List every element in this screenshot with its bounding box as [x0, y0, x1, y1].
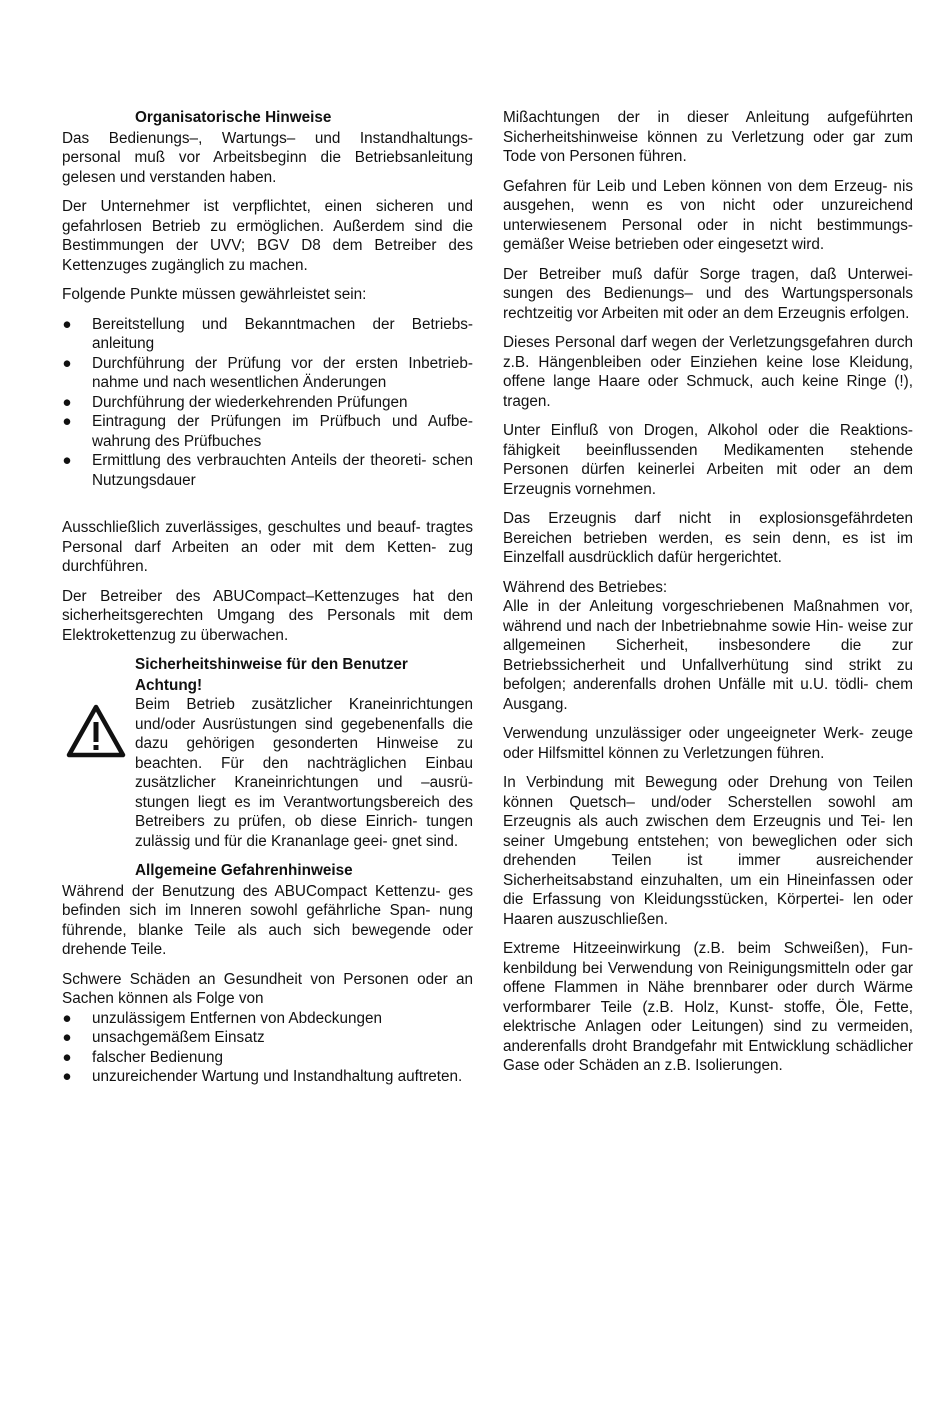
- paragraph: Der Betreiber muß dafür Sorge tragen, daß Unterwei- sungen des Bedienungs– und des Wartungspersonals rechtzeitig vor Arbeiten mit oder an dem Erzeugnis erfolgen.: [503, 265, 913, 322]
- list-item: ● Ermittlung des verbrauchten Anteils der theoreti- schen Nutzungsdauer: [62, 452, 473, 489]
- bullet-dot-icon: ●: [62, 452, 72, 469]
- paragraph: Während der Benutzung des ABUCompact Kettenzu- ges befinden sich im Inneren sowohl gefährliche Span- nung führende, blanke Teile als auch sich bewegende oder drehende Teile.: [62, 882, 473, 958]
- bullet-dot-icon: ●: [62, 1048, 72, 1066]
- paragraph: Das Bedienungs–, Wartungs– und Instandhaltungs- personal muß vor Arbeitsbeginn die Betriebsanleitung gelesen und verstanden haben.: [62, 129, 473, 186]
- list-item: ● Eintragung der Prüfungen im Prüfbuch und Aufbe- wahrung des Prüfbuches: [62, 413, 473, 450]
- left-column: [62, 108, 473, 1097]
- paragraph: Verwendung unzulässiger oder ungeeigneter Werk- zeuge oder Hilfsmittel können zu Verletzungen führen.: [503, 725, 913, 762]
- paragraph: Extreme Hitzeeinwirkung (z.B. beim Schweißen), Fun- kenbildung bei Verwendung von Reinigungsmitteln oder gar offene Flammen in Nähe brennbarer oder durch Wärme verformbarer Teile (z.B. Holz, Kunst- stoffe, Öle, Fette, elektrische Anlagen oder Leitungen) sind zu vermeiden, anderenfalls droht Brandgefahr mit Entwicklung schädlicher Gase oder Schäden an z.B. Isolierungen.: [503, 940, 913, 1074]
- list-item: ● unzureichender Wartung und Instandhaltung auftreten.: [62, 1068, 463, 1085]
- warning-text: Beim Betrieb zusätzlicher Kraneinrichtungen und/oder Ausrüstungen sind gegebenenfalls die dazu gehörigen gesonderten Hinweise zu beachten. Für den nachträglichen Einbau zusätzlicher Kraneinrichtungen und –ausrü- stungen liegt es im Verantwortungsbereich des Betreibers zu prüfen, ob diese Einrich- tungen zulässig und für die Krananlage geei- gnet sind.: [135, 696, 473, 850]
- heading-safety-instructions: Sicherheitshinweise für den Benutzer: [135, 656, 408, 673]
- paragraph: Dieses Personal darf wegen der Verletzungsgefahren durch z.B. Hängenbleiben oder Einziehen keine lose Kleidung, offene lange Haare oder Schmuck, auch keine Ringe (!), tragen.: [503, 334, 913, 410]
- right-column: [503, 108, 913, 1086]
- paragraph: Schwere Schäden an Gesundheit von Personen oder an Sachen können als Folge von: [62, 970, 473, 1007]
- bullet-dot-icon: ●: [62, 413, 72, 430]
- paragraph: In Verbindung mit Bewegung oder Drehung von Teilen können Quetsch– und/oder Scherstellen sowohl am Erzeugnis als auch zwischen dem Erzeugnis und Tei- len seiner Umgebung entstehen; von beweglichen oder sich drehenden Teilen ist immer ausreichender Sicherheitsabstand einzuhalten, um ein Hineinfassen oder die Erfassung von Kleidungsstücken, Körpertei- len oder Haaren auszuschließen.: [503, 774, 913, 928]
- paragraph: Folgende Punkte müssen gewährleistet sein:: [62, 286, 367, 303]
- bullet-dot-icon: ●: [62, 354, 72, 372]
- paragraph: Unter Einfluß von Drogen, Alkohol oder die Reaktions- fähigkeit beeinflussenden Medikamenten stehende Personen dürfen keinerlei Arbeiten mit oder an dem Erzeugnis vornehmen.: [503, 422, 913, 498]
- warning-title: Achtung!: [135, 676, 203, 694]
- requirements-list: [62, 315, 473, 491]
- warning-block: [62, 676, 473, 852]
- heading-organisational: Organisatorische Hinweise: [135, 109, 332, 126]
- list-item: ● Durchführung der wiederkehrenden Prüfungen: [62, 393, 408, 411]
- list-item: ● falscher Bedienung: [62, 1048, 223, 1066]
- paragraph: Das Erzeugnis darf nicht in explosionsgefährdeten Bereichen betrieben werden, es sein denn, es ist im Einzelfall ausdrücklich dafür hergerichtet.: [503, 510, 913, 566]
- damage-causes-list: [62, 1009, 473, 1087]
- bullet-dot-icon: ●: [62, 1068, 72, 1085]
- list-item: ● Durchführung der Prüfung vor der ersten Inbetrieb- nahme und nach wesentlichen Änderungen: [62, 354, 473, 391]
- bullet-dot-icon: ●: [62, 315, 72, 333]
- list-item: ● Bereitstellung und Bekanntmachen der Betriebs- anleitung: [62, 315, 473, 352]
- list-item: ● unzulässigem Entfernen von Abdeckungen: [62, 1009, 382, 1027]
- warning-triangle-icon: [66, 704, 126, 758]
- paragraph: Der Unternehmer ist verpflichtet, einen sicheren und gefahrlosen Betrieb zu ermöglichen. Außerdem sind die Bestimmungen der UVV; BGV D8 dem Betreiber des Kettenzuges zugänglich zu machen.: [62, 198, 473, 274]
- bullet-dot-icon: ●: [62, 393, 72, 411]
- paragraph: Gefahren für Leib und Leben können von dem Erzeug- nis ausgehen, wenn es von nicht oder unzureichend unterwiesenem Personal oder in nicht bestimmungs- gemäßer Weise betrieben oder eingesetzt wird.: [503, 177, 913, 253]
- paragraph: Der Betreiber des ABUCompact–Kettenzuges hat den sicherheitsgerechten Umgang des Personals mit dem Elektrokettenzug zu überwachen.: [62, 587, 473, 644]
- bullet-dot-icon: ●: [62, 1009, 72, 1027]
- paragraph: Mißachtungen der in dieser Anleitung aufgeführten Sicherheitshinweise können zu Verletzung oder gar zum Tode von Personen führen.: [503, 109, 913, 165]
- bullet-dot-icon: ●: [62, 1029, 72, 1046]
- paragraph-label: Während des Betriebes:: [503, 578, 668, 596]
- heading-general-hazards: Allgemeine Gefahrenhinweise: [135, 862, 353, 879]
- paragraph: Alle in der Anleitung vorgeschriebenen Maßnahmen vor, während und nach der Inbetriebnahme sowie Hin- weise zur allgemeinen Sicherheit, insbesondere die zur Betriebssicherheit und Unfallverhütung sind strikt zu befolgen; anderenfalls drohen Unfälle mit u.U. tödli- chem Ausgang.: [503, 598, 913, 713]
- paragraph: Ausschließlich zuverlässiges, geschultes und beauf- tragtes Personal darf Arbeiten an oder mit dem Ketten- zug durchführen.: [62, 519, 473, 575]
- list-item: ● unsachgemäßem Einsatz: [62, 1029, 265, 1046]
